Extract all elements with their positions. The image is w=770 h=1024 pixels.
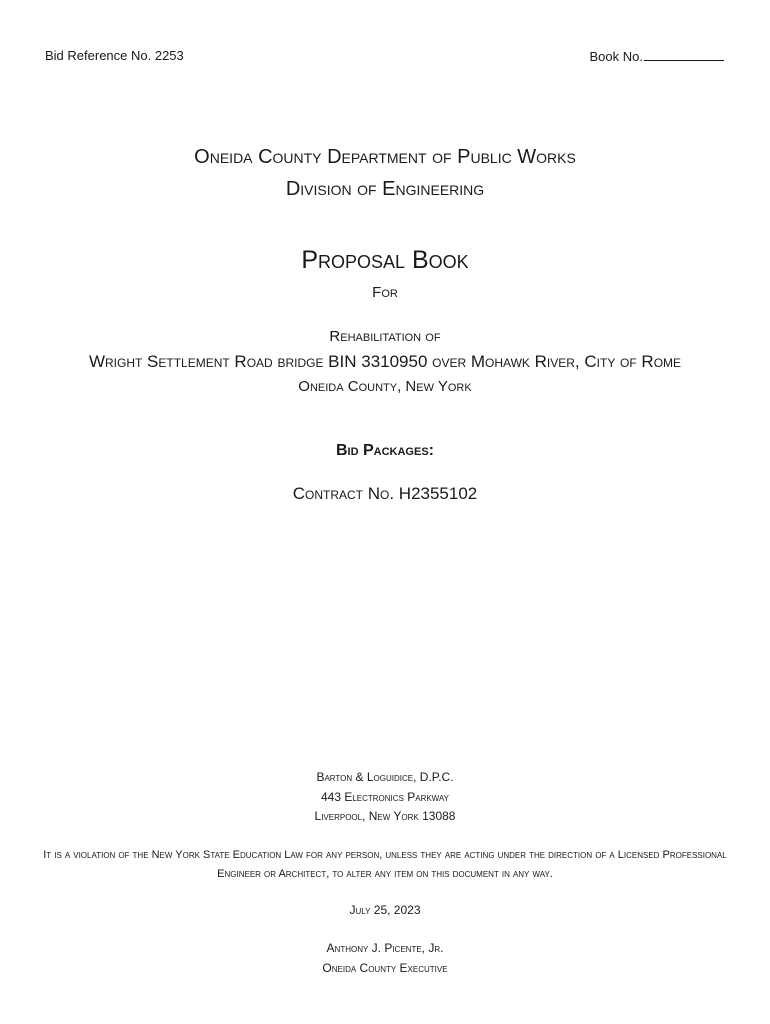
- firm-address: 443 Electronics Parkway: [320, 790, 450, 804]
- document-title: Proposal Book: [301, 246, 469, 274]
- book-number: [590, 48, 724, 64]
- executive-name: Anthony J. Picente, Jr.: [326, 941, 444, 955]
- division-heading: Division of Engineering: [285, 178, 485, 200]
- department-heading: Oneida County Department of Public Works: [194, 146, 576, 168]
- contract-number: Contract No. H2355102: [292, 484, 478, 503]
- legal-notice: It is a violation of the New York State Education Law for any person, unless they are acting under the direction of a Licensed Professional Engineer or Architect, to alter any item on this document in any way.: [43, 849, 727, 880]
- book-number-label: Book No.: [589, 49, 643, 64]
- firm-city: Liverpool, New York 13088: [314, 809, 456, 823]
- book-number-blank-line: [644, 48, 724, 61]
- project-line: Wright Settlement Road bridge BIN 3310950 over Mohawk River, City of Rome: [88, 352, 682, 371]
- for-label: For: [372, 284, 398, 301]
- document-date: July 25, 2023: [349, 903, 421, 917]
- bid-packages-label: Bid Packages:: [335, 442, 434, 459]
- executive-title: Oneida County Executive: [322, 961, 448, 975]
- firm-name: Barton & Loguidice, D.P.C.: [316, 770, 454, 784]
- location-line: Oneida County, New York: [298, 378, 472, 395]
- rehabilitation-line: Rehabilitation of: [329, 328, 441, 345]
- bid-reference: Bid Reference No. 2253: [45, 48, 184, 63]
